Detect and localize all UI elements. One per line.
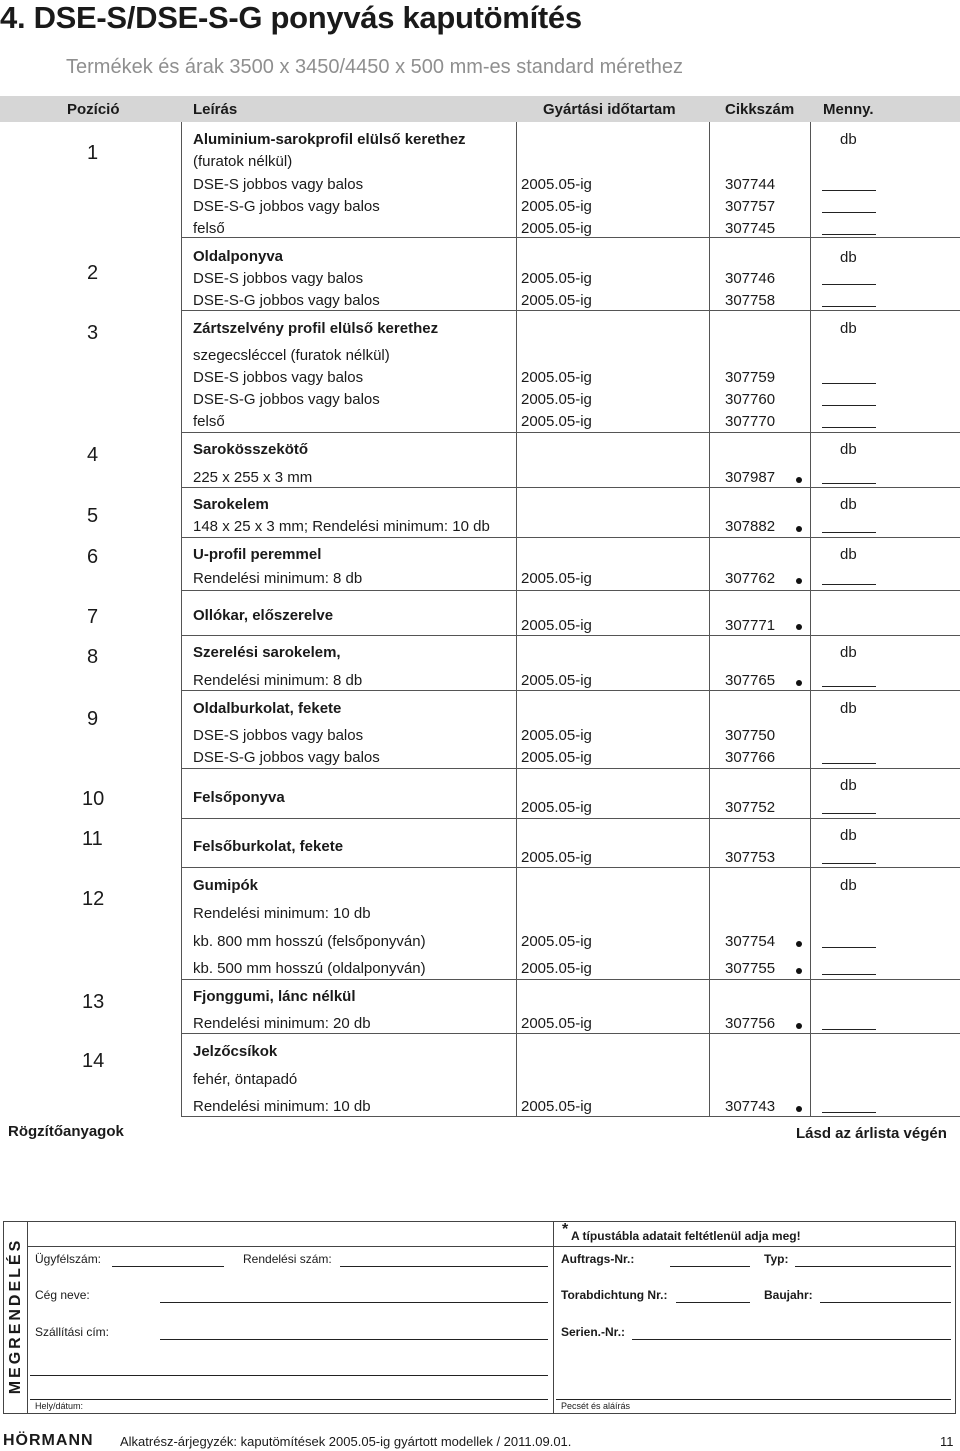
item-variant: DSE-S jobbos vagy balos: [193, 176, 364, 193]
production-period: 2005.05-ig: [521, 933, 592, 950]
bullet-marker: [796, 526, 802, 532]
article-number: 307765: [725, 672, 776, 689]
quantity-blank[interactable]: [822, 532, 876, 533]
unit-label: db: [840, 441, 857, 458]
item-title: Sarokösszekötő: [193, 441, 309, 458]
quantity-blank[interactable]: [822, 483, 876, 484]
article-number: 307760: [725, 391, 776, 408]
position-number: 5: [87, 505, 99, 527]
item-title: Oldalburkolat, fekete: [193, 700, 342, 717]
quantity-blank[interactable]: [822, 813, 876, 814]
quantity-blank[interactable]: [822, 1112, 876, 1113]
footer-text: Alkatrész-árjegyzék: kaputömítések 2005.05-ig gyártott modellek / 2011.09.01.: [120, 1434, 572, 1449]
item-variant: Rendelési minimum: 8 db: [193, 672, 363, 689]
unit-label: db: [840, 496, 857, 513]
production-period: 2005.05-ig: [521, 672, 592, 689]
quantity-blank[interactable]: [822, 234, 876, 235]
position-number: 10: [82, 788, 105, 810]
build-year-label: Baujahr:: [764, 1288, 813, 1302]
production-period: 2005.05-ig: [521, 270, 592, 287]
production-period: 2005.05-ig: [521, 176, 592, 193]
quantity-blank[interactable]: [822, 284, 876, 285]
position-number: 2: [87, 262, 99, 284]
item-variant: 148 x 25 x 3 mm; Rendelési minimum: 10 db: [193, 518, 490, 535]
production-period: 2005.05-ig: [521, 960, 592, 977]
item-variant: DSE-S jobbos vagy balos: [193, 369, 364, 386]
quantity-blank[interactable]: [822, 306, 876, 307]
article-number: 307745: [725, 220, 776, 237]
delivery-address-label: Szállítási cím:: [35, 1325, 110, 1339]
item-title: Ollókar, előszerelve: [193, 607, 334, 624]
quantity-blank[interactable]: [822, 212, 876, 213]
item-title: Zártszelvény profil elülső kerethez: [193, 320, 439, 337]
header-position: Pozíció: [67, 101, 120, 118]
bullet-marker: [796, 968, 802, 974]
table-header-bar: [0, 96, 960, 122]
quantity-blank[interactable]: [822, 974, 876, 975]
bullet-marker: [796, 680, 802, 686]
article-number: 307759: [725, 369, 776, 386]
serial-number-field[interactable]: [632, 1339, 951, 1340]
production-period: 2005.05-ig: [521, 369, 592, 386]
header-production-period: Gyártási időtartam: [543, 101, 676, 118]
build-year-field[interactable]: [820, 1302, 951, 1303]
item-title: Oldalponyva: [193, 248, 284, 265]
order-number-label: Rendelési szám:: [243, 1252, 332, 1266]
item-variant: Rendelési minimum: 8 db: [193, 570, 363, 587]
unit-label: db: [840, 777, 857, 794]
production-period: 2005.05-ig: [521, 617, 592, 634]
unit-label: db: [840, 644, 857, 661]
position-number: 7: [87, 606, 99, 628]
quantity-blank[interactable]: [822, 947, 876, 948]
item-title: Jelzőcsíkok: [193, 1043, 278, 1060]
position-number: 11: [82, 828, 103, 850]
page-subtitle: Termékek és árak 3500 x 3450/4450 x 500 mm-es standard mérethez: [66, 56, 683, 78]
article-number: 307771: [725, 617, 776, 634]
customer-number-label: Ügyfélszám:: [35, 1252, 102, 1266]
position-number: 8: [87, 646, 99, 668]
order-number-field[interactable]: [340, 1266, 548, 1267]
item-variant: 225 x 255 x 3 mm: [193, 469, 313, 486]
item-title: Sarokelem: [193, 496, 269, 513]
position-number: 3: [87, 322, 99, 344]
order-side-label: MEGRENDELÉS: [7, 1237, 24, 1395]
production-period: 2005.05-ig: [521, 1098, 592, 1115]
unit-label: db: [840, 249, 857, 266]
position-number: 6: [87, 546, 99, 568]
fastening-materials-note: Rögzítőanyagok: [8, 1123, 124, 1140]
item-variant: DSE-S-G jobbos vagy balos: [193, 198, 380, 215]
article-number: 307746: [725, 270, 776, 287]
item-variant: Rendelési minimum: 10 db: [193, 1098, 371, 1115]
item-title: Felsőponyva: [193, 789, 285, 806]
article-number: 307754: [725, 933, 776, 950]
position-number: 14: [82, 1050, 105, 1072]
auftrags-number-field[interactable]: [670, 1266, 750, 1267]
unit-label: db: [840, 320, 857, 337]
quantity-blank[interactable]: [822, 427, 876, 428]
article-number: 307882: [725, 518, 776, 535]
company-name-label: Cég neve:: [35, 1288, 90, 1302]
serial-number-label: Serien.-Nr.:: [561, 1325, 626, 1339]
production-period: 2005.05-ig: [521, 749, 592, 766]
position-number: 4: [87, 444, 99, 466]
article-number: 307762: [725, 570, 776, 587]
item-title: Fjonggumi, lánc nélkül: [193, 988, 356, 1005]
item-variant: DSE-S-G jobbos vagy balos: [193, 391, 380, 408]
asterisk-icon: *: [562, 1221, 569, 1238]
article-number: 307756: [725, 1015, 776, 1032]
article-number: 307743: [725, 1098, 776, 1115]
item-detail: (furatok nélkül): [193, 153, 293, 170]
place-date-label: Hely/dátum:: [35, 1401, 84, 1411]
bullet-marker: [796, 477, 802, 483]
production-period: 2005.05-ig: [521, 727, 592, 744]
quantity-blank[interactable]: [822, 1029, 876, 1030]
article-number: 307752: [725, 799, 776, 816]
production-period: 2005.05-ig: [521, 799, 592, 816]
type-label: Typ:: [764, 1252, 789, 1266]
quantity-blank[interactable]: [822, 383, 876, 384]
type-field[interactable]: [795, 1266, 951, 1267]
bullet-marker: [796, 624, 802, 630]
item-variant: kb. 800 mm hosszú (felsőponyván): [193, 933, 426, 950]
item-variant: DSE-S jobbos vagy balos: [193, 270, 364, 287]
article-number: 307753: [725, 849, 776, 866]
position-number: 1: [87, 142, 99, 164]
item-detail: szegecsléccel (furatok nélkül): [193, 347, 390, 364]
article-number: 307757: [725, 198, 776, 215]
article-number: 307750: [725, 727, 776, 744]
torabdichtung-number-label: Torabdichtung Nr.:: [561, 1288, 668, 1302]
article-number: 307987: [725, 469, 776, 486]
item-variant: DSE-S-G jobbos vagy balos: [193, 749, 380, 766]
position-number: 13: [82, 991, 105, 1013]
item-title: Szerelési sarokelem,: [193, 644, 341, 661]
item-variant: Rendelési minimum: 20 db: [193, 1015, 371, 1032]
production-period: 2005.05-ig: [521, 1015, 592, 1032]
quantity-blank[interactable]: [822, 584, 876, 585]
header-article-number: Cikkszám: [725, 101, 795, 118]
article-number: 307744: [725, 176, 776, 193]
production-period: 2005.05-ig: [521, 220, 592, 237]
auftrags-number-label: Auftrags-Nr.:: [561, 1252, 635, 1266]
page-number: 11: [940, 1434, 954, 1449]
item-variant: felső: [193, 220, 225, 237]
unit-label: db: [840, 700, 857, 717]
production-period: 2005.05-ig: [521, 413, 592, 430]
bullet-marker: [796, 1023, 802, 1029]
see-price-list-note: Lásd az árlista végén: [796, 1125, 947, 1142]
delivery-address-field[interactable]: [160, 1339, 548, 1340]
customer-number-field[interactable]: [112, 1266, 224, 1267]
company-name-field[interactable]: [160, 1302, 548, 1303]
article-number: 307755: [725, 960, 776, 977]
quantity-blank[interactable]: [822, 686, 876, 687]
production-period: 2005.05-ig: [521, 292, 592, 309]
unit-label: db: [840, 546, 857, 563]
quantity-blank[interactable]: [822, 863, 876, 864]
hormann-logo: HÖRMANN: [3, 1432, 94, 1449]
unit-label: db: [840, 131, 857, 148]
item-variant: DSE-S jobbos vagy balos: [193, 727, 364, 744]
page-title: 4. DSE-S/DSE-S-G ponyvás kaputömítés: [0, 0, 582, 35]
unit-label: db: [840, 877, 857, 894]
stamp-signature-field[interactable]: [556, 1399, 951, 1400]
article-number: 307770: [725, 413, 776, 430]
delivery-address-field-2[interactable]: [30, 1375, 548, 1376]
production-period: 2005.05-ig: [521, 570, 592, 587]
item-variant: felső: [193, 413, 225, 430]
bullet-marker: [796, 1106, 802, 1112]
quantity-blank[interactable]: [822, 763, 876, 764]
bullet-marker: [796, 941, 802, 947]
item-variant: kb. 500 mm hosszú (oldalponyván): [193, 960, 426, 977]
article-number: 307758: [725, 292, 776, 309]
item-title: Felsőburkolat, fekete: [193, 838, 344, 855]
item-title: Gumipók: [193, 877, 259, 894]
order-form: [3, 1221, 956, 1414]
unit-label: db: [840, 827, 857, 844]
item-variant: DSE-S-G jobbos vagy balos: [193, 292, 380, 309]
quantity-blank[interactable]: [822, 190, 876, 191]
quantity-blank[interactable]: [822, 405, 876, 406]
article-number: 307766: [725, 749, 776, 766]
stamp-signature-label: Pecsét és aláírás: [561, 1401, 631, 1411]
place-date-field[interactable]: [30, 1399, 548, 1400]
item-detail: fehér, öntapadó: [193, 1071, 298, 1088]
item-title: U-profil peremmel: [193, 546, 322, 563]
position-number: 12: [82, 888, 105, 910]
header-quantity: Menny.: [823, 101, 874, 118]
item-detail: Rendelési minimum: 10 db: [193, 905, 371, 922]
bullet-marker: [796, 578, 802, 584]
header-description: Leírás: [193, 101, 238, 118]
position-number: 9: [87, 708, 99, 730]
production-period: 2005.05-ig: [521, 849, 592, 866]
production-period: 2005.05-ig: [521, 198, 592, 215]
nameplate-note: A típustábla adatait feltétlenül adja meg!: [571, 1229, 801, 1243]
production-period: 2005.05-ig: [521, 391, 592, 408]
item-title: Aluminium-sarokprofil elülső kerethez: [193, 131, 466, 148]
torabdichtung-number-field[interactable]: [676, 1302, 750, 1303]
